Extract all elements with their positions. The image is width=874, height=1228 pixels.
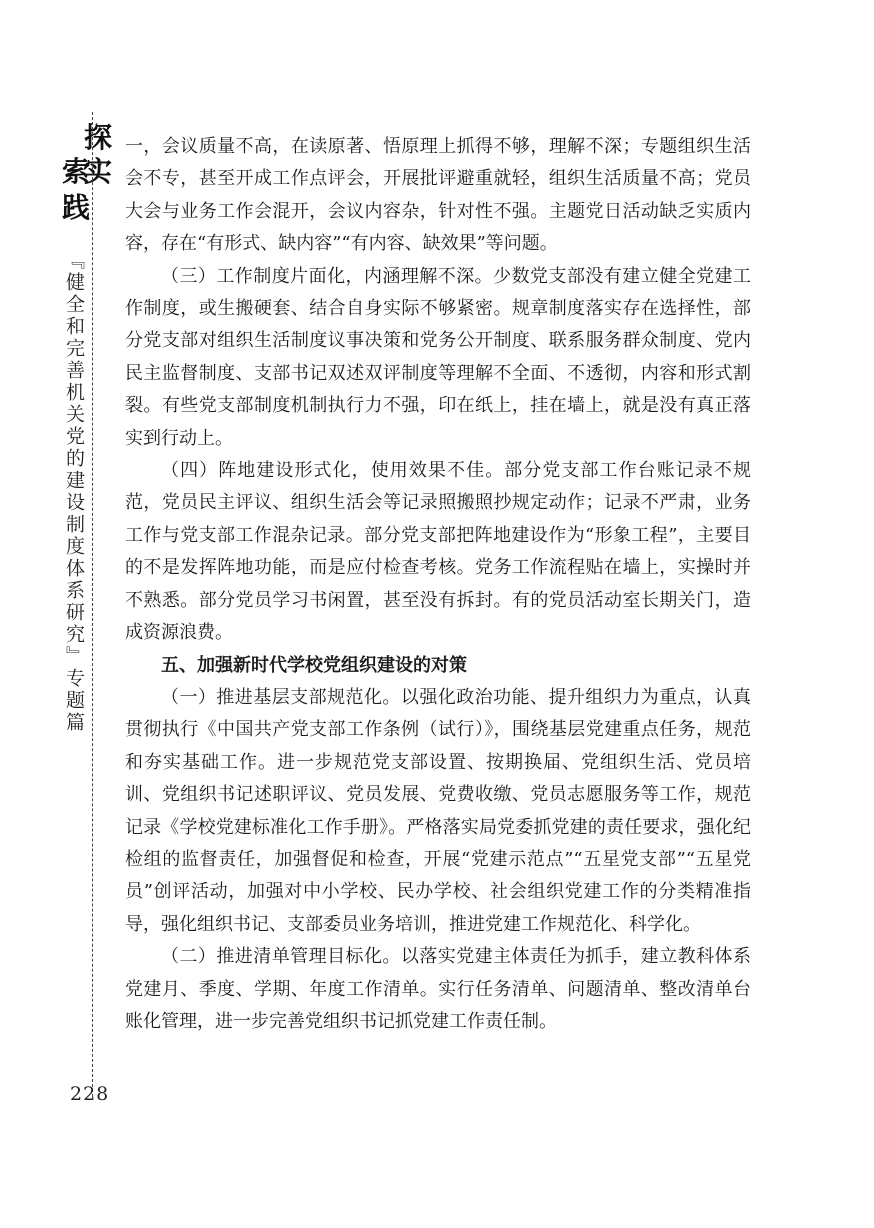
margin-divider <box>92 112 93 1097</box>
paragraph: （四）阵地建设形式化，使用效果不佳。部分党支部工作台账记录不规范，党员民主评议、组织生活会等记录照搬照抄规定动作；记录不严肃，业务工作与党支部工作混杂记录。部分党支部把阵地建设作为“形象工程”，主要目的不是发挥阵地功能，而是应付检查考核。党务工作流程贴在墙上，实操时并不熟悉。部分党员学习书闲置，甚至没有拆封。有的党员活动室长期关门，造成资源浪费。 <box>125 460 752 644</box>
logo-char: 践 <box>62 191 91 224</box>
paragraph-lead: （二）推进清单管理目标化。 <box>161 946 401 968</box>
section-heading: 五、加强新时代学校党组织建设的对策 <box>161 654 467 676</box>
paragraph: （二）推进清单管理目标化。以落实党建主体责任为抓手，建立教科体系党建月、季度、学期、年度工作清单。实行任务清单、问题清单、整改清单台账化管理，进一步完善党组织书记抓党建工作责任制。 <box>125 946 752 1032</box>
logo-char: 探 <box>84 121 113 154</box>
body-text <box>125 131 751 1038</box>
section-vertical-title: 『健全和完善机关党的建设制度体系研究』专题篇 <box>63 250 85 734</box>
paragraph: （一）推进基层支部规范化。以强化政治功能、提升组织力为重点，认真贯彻执行《中国共产党支部工作条例（试行）》，围绕基层党建重点任务，规范和夯实基础工作。进一步规范党支部设置、按期换届、党组织生活、党员培训、党组织书记述职评议、党员发展、党费收缴、党员志愿服务等工作，规范记录《学校党建标准化工作手册》。严格落实局党委抓党建的责任要求，强化纪检组的监督责任，加强督促和检查，开展“党建示范点”“五星党支部”“五星党员”创评活动，加强对中小学校、民办学校、社会组织党建工作的分类精准指导，强化组织书记、支部委员业务培训，推进党建工作规范化、科学化。 <box>125 686 752 935</box>
page-number: 228 <box>70 1083 110 1105</box>
logo-char: 实 <box>84 155 113 188</box>
paragraph-lead: （四）阵地建设形式化，使用效果不佳。 <box>161 460 505 482</box>
sidebar <box>48 112 112 1122</box>
paragraph-lead: （一）推进基层支部规范化。 <box>161 686 401 708</box>
paragraph: （三）工作制度片面化，内涵理解不深。少数党支部没有建立健全党建工作制度，或生搬硬套、结合自身实际不够紧密。规章制度落实存在选择性，部分党支部对组织生活制度议事决策和党务公开制度、联系服务群众制度、党内民主监督制度、支部书记双述双评制度等理解不全面、不透彻，内容和形式割裂。有些党支部制度机制执行力不强，印在纸上，挂在墙上，就是没有真正落实到行动上。 <box>125 265 752 449</box>
paragraph-lead: （三）工作制度片面化，内涵理解不深。 <box>161 265 494 287</box>
paragraph: 一，会议质量不高，在读原著、悟原理上抓得不够，理解不深；专题组织生活会不专，甚至开成工作点评会，开展批评避重就轻，组织生活质量不高；党员大会与业务工作会混开，会议内容杂，针对性不强。主题党日活动缺乏实质内容，存在“有形式、缺内容”“有内容、缺效果”等问题。 <box>125 136 751 255</box>
series-logo <box>54 120 113 232</box>
logo-char: 索 <box>62 155 91 188</box>
